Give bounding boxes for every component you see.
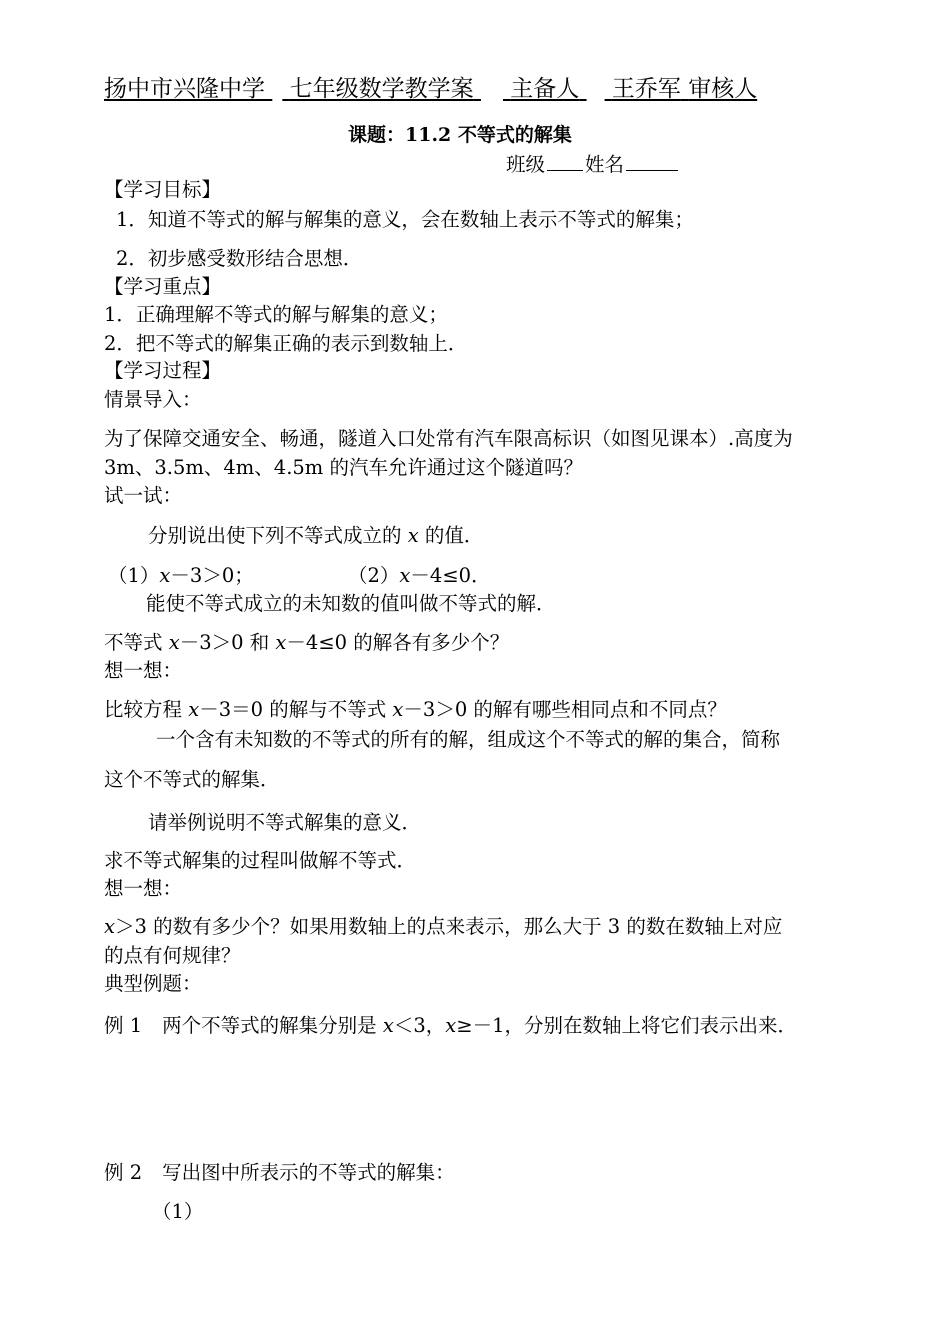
page-header (104, 72, 823, 106)
variable-x: x (159, 564, 171, 587)
example-2 (104, 1160, 455, 1186)
try-prompt-text: 的值． (418, 524, 484, 547)
intro-text: 3m、3.5m、4m、4.5m 的汽车允许通过这个隧道吗？ (104, 456, 583, 479)
section-key-points: 【学习重点】 (104, 275, 222, 298)
think-label: 想一想： (104, 659, 183, 682)
compare-question (104, 697, 727, 723)
try-prompt (148, 523, 483, 549)
item-number: （1） (108, 564, 160, 587)
reviewer-label: 审核人 (688, 76, 758, 102)
question-text: －3＞0 和 (179, 631, 276, 654)
intro-label: 情景导入： (104, 388, 202, 411)
variable-x: x (104, 915, 115, 938)
class-name-line (506, 150, 680, 178)
class-label: 班级 (506, 153, 546, 176)
preparer-label: 主备人 (510, 76, 580, 102)
example-text: 写出图中所表示的不等式的解集： (162, 1161, 455, 1184)
example-2-subitem: （1） (152, 1200, 204, 1223)
example-prompt: 请举例说明不等式解集的意义． (148, 811, 422, 834)
lesson-title: 课题：11.2 不等式的解集 (348, 124, 572, 146)
key-point-item: 1．正确理解不等式的解与解集的意义； (104, 303, 448, 326)
example-label: 例 2 (104, 1161, 143, 1184)
key-point-item: 2．把不等式的解集正确的表示到数轴上． (104, 332, 468, 355)
think-label: 想一想： (104, 877, 183, 900)
solution-set-definition: 这个不等式的解集． (104, 768, 280, 791)
question-text: －3＞0 的解有哪些相同点和不同点？ (403, 698, 727, 721)
variable-x: x (392, 698, 404, 721)
example-1 (104, 1013, 797, 1039)
variable-x: x (168, 631, 180, 654)
class-blank[interactable] (547, 150, 583, 171)
example-text: ＜3， (393, 1014, 446, 1037)
section-objectives: 【学习目标】 (104, 178, 222, 201)
inequality-text: －3＞0； (170, 564, 254, 587)
try-prompt-text: 分别说出使下列不等式成立的 (148, 524, 408, 547)
school-name: 扬中市兴隆中学 (104, 76, 265, 102)
question-text: 比较方程 (104, 698, 189, 721)
inequality-1 (108, 563, 254, 589)
variable-x: x (188, 698, 200, 721)
variable-x: x (399, 564, 411, 587)
typical-examples-label: 典型例题： (104, 972, 202, 995)
example-text: 两个不等式的解集分别是 (162, 1014, 383, 1037)
intro-text: 为了保障交通安全、畅通，隧道入口处常有汽车限高标识（如图见课本）.高度为 (104, 427, 793, 450)
solution-set-definition: 一个含有未知数的不等式的所有的解，组成这个不等式的解的集合，简称 (156, 728, 781, 751)
question-text: －4≤0 的解各有多少个？ (286, 631, 510, 654)
example-label: 例 1 (104, 1014, 143, 1037)
example-text: ≥－1，分别在数轴上将它们表示出来． (456, 1014, 797, 1037)
solve-definition: 求不等式解集的过程叫做解不等式． (104, 849, 417, 872)
variable-x: x (275, 631, 287, 654)
document-type: 七年级数学教学案 (289, 76, 474, 102)
question-text: 不等式 (104, 631, 169, 654)
gt3-question: 的点有何规律？ (104, 944, 241, 967)
objective-item: 1．知道不等式的解与解集的意义，会在数轴上表示不等式的解集； (116, 208, 694, 231)
try-label: 试一试： (104, 484, 183, 507)
name-label: 姓名 (585, 153, 625, 176)
item-number: （2） (348, 564, 400, 587)
variable-x: x (445, 1014, 457, 1037)
question-text: ＞3 的数有多少个？如果用数轴上的点来表示，那么大于 3 的数在数轴上对应 (115, 915, 783, 938)
inequality-text: －4≤0． (410, 564, 491, 587)
inequality-2 (348, 563, 491, 589)
name-blank[interactable] (626, 150, 678, 171)
section-process: 【学习过程】 (104, 359, 222, 382)
gt3-question (104, 914, 782, 940)
variable-x: x (382, 1014, 394, 1037)
preparer-name: 王乔军 (611, 76, 681, 102)
question-text: －3＝0 的解与不等式 (199, 698, 393, 721)
variable-x: x (407, 524, 419, 547)
count-question (104, 630, 509, 656)
objective-item: 2．初步感受数形结合思想． (116, 247, 363, 270)
solution-definition: 能使不等式成立的未知数的值叫做不等式的解． (146, 592, 556, 615)
